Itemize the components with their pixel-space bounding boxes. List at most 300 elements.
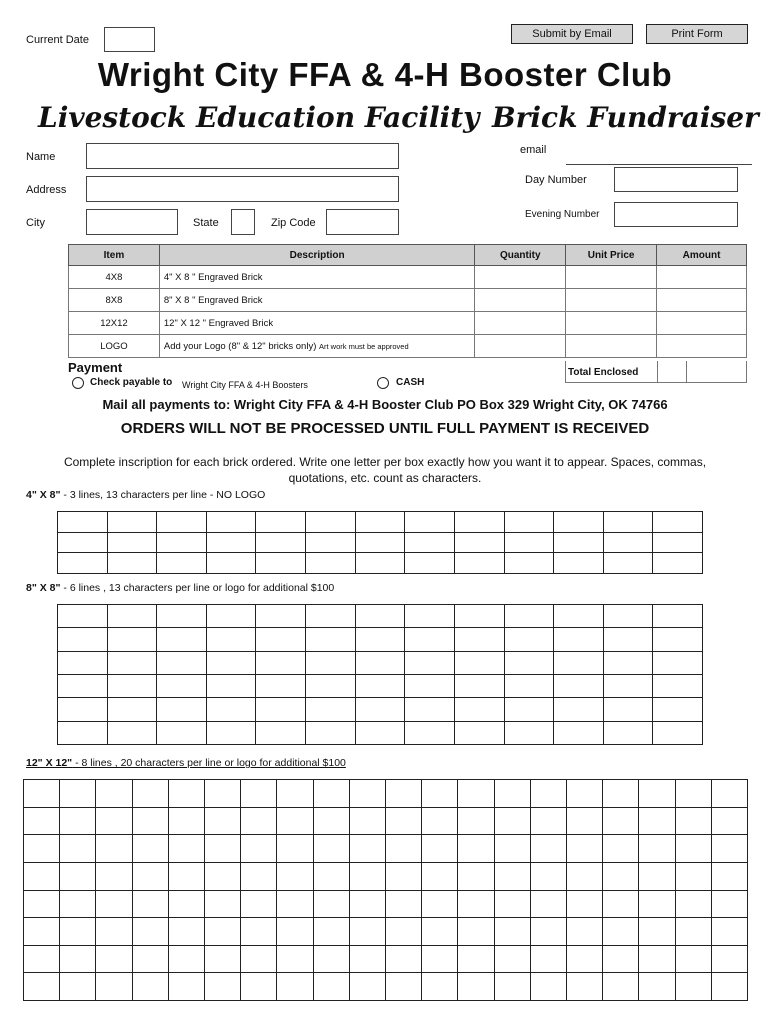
letter-box[interactable]: [157, 533, 207, 554]
letter-box[interactable]: [356, 605, 406, 628]
letter-box[interactable]: [386, 863, 422, 891]
letter-box[interactable]: [157, 605, 207, 628]
letter-box[interactable]: [306, 675, 356, 698]
letter-box[interactable]: [554, 698, 604, 721]
letter-box[interactable]: [712, 835, 748, 863]
letter-box[interactable]: [277, 835, 313, 863]
letter-box[interactable]: [554, 533, 604, 554]
letter-box[interactable]: [531, 835, 567, 863]
letter-box[interactable]: [531, 973, 567, 1001]
letter-box[interactable]: [169, 835, 205, 863]
letter-box[interactable]: [108, 512, 158, 533]
quantity-cell[interactable]: [475, 289, 566, 312]
letter-box[interactable]: [455, 553, 505, 574]
letter-box[interactable]: [639, 808, 675, 836]
letter-box[interactable]: [455, 652, 505, 675]
letter-box[interactable]: [256, 553, 306, 574]
letter-box[interactable]: [405, 652, 455, 675]
unit-price-cell[interactable]: [566, 312, 657, 335]
letter-box[interactable]: [58, 675, 108, 698]
letter-box[interactable]: [712, 946, 748, 974]
letter-box[interactable]: [157, 722, 207, 745]
letter-box[interactable]: [604, 605, 654, 628]
letter-box[interactable]: [422, 835, 458, 863]
letter-box[interactable]: [567, 973, 603, 1001]
letter-box[interactable]: [405, 628, 455, 651]
letter-box[interactable]: [653, 605, 703, 628]
letter-box[interactable]: [505, 698, 555, 721]
letter-box[interactable]: [356, 533, 406, 554]
letter-box[interactable]: [133, 863, 169, 891]
letter-box[interactable]: [603, 946, 639, 974]
letter-box[interactable]: [455, 722, 505, 745]
letter-box[interactable]: [531, 891, 567, 919]
letter-box[interactable]: [495, 808, 531, 836]
letter-box[interactable]: [458, 973, 494, 1001]
letter-box[interactable]: [58, 553, 108, 574]
letter-box[interactable]: [458, 918, 494, 946]
letter-box[interactable]: [676, 973, 712, 1001]
letter-box[interactable]: [58, 722, 108, 745]
address-input[interactable]: [86, 176, 399, 202]
state-input[interactable]: [231, 209, 255, 235]
letter-box[interactable]: [314, 973, 350, 1001]
letter-box[interactable]: [653, 675, 703, 698]
letter-box[interactable]: [96, 973, 132, 1001]
letter-box[interactable]: [256, 628, 306, 651]
letter-box[interactable]: [96, 863, 132, 891]
letter-box[interactable]: [205, 863, 241, 891]
letter-box[interactable]: [386, 946, 422, 974]
letter-box[interactable]: [133, 973, 169, 1001]
name-input[interactable]: [86, 143, 399, 169]
letter-box[interactable]: [157, 512, 207, 533]
letter-box[interactable]: [386, 891, 422, 919]
letter-box[interactable]: [306, 533, 356, 554]
letter-box[interactable]: [639, 835, 675, 863]
letter-box[interactable]: [169, 780, 205, 808]
letter-box[interactable]: [712, 973, 748, 1001]
letter-box[interactable]: [356, 722, 406, 745]
letter-box[interactable]: [422, 946, 458, 974]
letter-box[interactable]: [653, 512, 703, 533]
amount-cell[interactable]: [657, 312, 747, 335]
letter-box[interactable]: [241, 780, 277, 808]
letter-box[interactable]: [422, 973, 458, 1001]
letter-box[interactable]: [350, 835, 386, 863]
letter-box[interactable]: [133, 918, 169, 946]
letter-box[interactable]: [157, 652, 207, 675]
letter-box[interactable]: [108, 605, 158, 628]
letter-box[interactable]: [531, 946, 567, 974]
letter-box[interactable]: [256, 652, 306, 675]
letter-box[interactable]: [604, 652, 654, 675]
letter-box[interactable]: [169, 973, 205, 1001]
letter-box[interactable]: [495, 835, 531, 863]
letter-box[interactable]: [108, 533, 158, 554]
letter-box[interactable]: [356, 698, 406, 721]
letter-box[interactable]: [58, 605, 108, 628]
letter-box[interactable]: [157, 675, 207, 698]
letter-box[interactable]: [531, 808, 567, 836]
letter-box[interactable]: [350, 918, 386, 946]
submit-by-email-button[interactable]: Submit by Email: [511, 24, 633, 44]
letter-box[interactable]: [207, 628, 257, 651]
letter-box[interactable]: [306, 605, 356, 628]
letter-box[interactable]: [277, 918, 313, 946]
letter-box[interactable]: [108, 628, 158, 651]
letter-box[interactable]: [169, 946, 205, 974]
letter-box[interactable]: [422, 863, 458, 891]
letter-box[interactable]: [604, 698, 654, 721]
letter-box[interactable]: [24, 946, 60, 974]
letter-box[interactable]: [604, 533, 654, 554]
letter-box[interactable]: [567, 918, 603, 946]
letter-box[interactable]: [277, 891, 313, 919]
letter-box[interactable]: [386, 808, 422, 836]
letter-box[interactable]: [604, 675, 654, 698]
letter-box[interactable]: [604, 553, 654, 574]
letter-box[interactable]: [96, 918, 132, 946]
email-input[interactable]: [566, 146, 752, 165]
letter-box[interactable]: [712, 808, 748, 836]
letter-box[interactable]: [458, 835, 494, 863]
letter-box[interactable]: [133, 891, 169, 919]
letter-box[interactable]: [350, 780, 386, 808]
letter-box[interactable]: [604, 512, 654, 533]
city-input[interactable]: [86, 209, 178, 235]
letter-box[interactable]: [277, 808, 313, 836]
letter-box[interactable]: [133, 808, 169, 836]
letter-box[interactable]: [207, 675, 257, 698]
letter-box[interactable]: [306, 628, 356, 651]
letter-box[interactable]: [24, 808, 60, 836]
letter-box[interactable]: [241, 863, 277, 891]
letter-box[interactable]: [241, 891, 277, 919]
letter-box[interactable]: [314, 780, 350, 808]
letter-box[interactable]: [205, 973, 241, 1001]
letter-box[interactable]: [639, 863, 675, 891]
letter-box[interactable]: [554, 675, 604, 698]
unit-price-cell[interactable]: [566, 289, 657, 312]
letter-box[interactable]: [314, 808, 350, 836]
letter-box[interactable]: [256, 675, 306, 698]
letter-box[interactable]: [24, 835, 60, 863]
letter-box[interactable]: [554, 628, 604, 651]
letter-box[interactable]: [356, 675, 406, 698]
cash-radio[interactable]: [377, 377, 389, 389]
letter-box[interactable]: [505, 628, 555, 651]
letter-box[interactable]: [60, 918, 96, 946]
quantity-cell[interactable]: [475, 335, 566, 358]
letter-box[interactable]: [676, 946, 712, 974]
letter-box[interactable]: [207, 553, 257, 574]
letter-box[interactable]: [108, 553, 158, 574]
letter-box[interactable]: [458, 891, 494, 919]
total-input[interactable]: [688, 361, 750, 383]
letter-box[interactable]: [205, 780, 241, 808]
quantity-cell[interactable]: [475, 266, 566, 289]
letter-box[interactable]: [554, 553, 604, 574]
letter-box[interactable]: [604, 722, 654, 745]
letter-box[interactable]: [24, 863, 60, 891]
letter-box[interactable]: [422, 808, 458, 836]
letter-box[interactable]: [256, 512, 306, 533]
letter-box[interactable]: [531, 780, 567, 808]
letter-box[interactable]: [458, 780, 494, 808]
letter-box[interactable]: [405, 512, 455, 533]
letter-box[interactable]: [603, 835, 639, 863]
letter-box[interactable]: [207, 698, 257, 721]
letter-box[interactable]: [712, 891, 748, 919]
letter-box[interactable]: [157, 698, 207, 721]
grid-4x8[interactable]: [57, 511, 703, 574]
letter-box[interactable]: [356, 652, 406, 675]
letter-box[interactable]: [405, 698, 455, 721]
letter-box[interactable]: [256, 533, 306, 554]
letter-box[interactable]: [505, 512, 555, 533]
letter-box[interactable]: [157, 553, 207, 574]
letter-box[interactable]: [458, 863, 494, 891]
letter-box[interactable]: [567, 780, 603, 808]
letter-box[interactable]: [277, 973, 313, 1001]
letter-box[interactable]: [133, 946, 169, 974]
letter-box[interactable]: [653, 698, 703, 721]
letter-box[interactable]: [96, 946, 132, 974]
letter-box[interactable]: [60, 973, 96, 1001]
unit-price-cell[interactable]: [566, 266, 657, 289]
letter-box[interactable]: [60, 891, 96, 919]
letter-box[interactable]: [458, 808, 494, 836]
grid-12x12[interactable]: [23, 779, 748, 1001]
letter-box[interactable]: [277, 780, 313, 808]
letter-box[interactable]: [653, 652, 703, 675]
grid-8x8[interactable]: [57, 604, 703, 745]
letter-box[interactable]: [314, 863, 350, 891]
letter-box[interactable]: [458, 946, 494, 974]
letter-box[interactable]: [350, 863, 386, 891]
amount-cell[interactable]: [657, 335, 747, 358]
letter-box[interactable]: [676, 918, 712, 946]
evening-number-input[interactable]: [614, 202, 738, 227]
day-number-input[interactable]: [614, 167, 738, 192]
letter-box[interactable]: [567, 891, 603, 919]
letter-box[interactable]: [653, 722, 703, 745]
letter-box[interactable]: [554, 652, 604, 675]
letter-box[interactable]: [24, 973, 60, 1001]
letter-box[interactable]: [60, 808, 96, 836]
letter-box[interactable]: [603, 863, 639, 891]
letter-box[interactable]: [350, 973, 386, 1001]
letter-box[interactable]: [108, 652, 158, 675]
letter-box[interactable]: [241, 973, 277, 1001]
letter-box[interactable]: [60, 863, 96, 891]
letter-box[interactable]: [356, 553, 406, 574]
letter-box[interactable]: [405, 675, 455, 698]
letter-box[interactable]: [603, 808, 639, 836]
letter-box[interactable]: [567, 863, 603, 891]
zip-input[interactable]: [326, 209, 399, 235]
letter-box[interactable]: [350, 891, 386, 919]
letter-box[interactable]: [306, 698, 356, 721]
letter-box[interactable]: [676, 808, 712, 836]
letter-box[interactable]: [58, 652, 108, 675]
letter-box[interactable]: [603, 918, 639, 946]
letter-box[interactable]: [350, 808, 386, 836]
letter-box[interactable]: [256, 722, 306, 745]
letter-box[interactable]: [386, 973, 422, 1001]
letter-box[interactable]: [554, 605, 604, 628]
letter-box[interactable]: [676, 835, 712, 863]
letter-box[interactable]: [205, 808, 241, 836]
letter-box[interactable]: [58, 512, 108, 533]
letter-box[interactable]: [653, 533, 703, 554]
letter-box[interactable]: [495, 973, 531, 1001]
letter-box[interactable]: [405, 722, 455, 745]
letter-box[interactable]: [505, 722, 555, 745]
letter-box[interactable]: [207, 605, 257, 628]
letter-box[interactable]: [306, 722, 356, 745]
letter-box[interactable]: [712, 780, 748, 808]
letter-box[interactable]: [455, 675, 505, 698]
letter-box[interactable]: [241, 946, 277, 974]
letter-box[interactable]: [531, 863, 567, 891]
letter-box[interactable]: [205, 946, 241, 974]
letter-box[interactable]: [455, 698, 505, 721]
letter-box[interactable]: [169, 808, 205, 836]
letter-box[interactable]: [603, 891, 639, 919]
letter-box[interactable]: [205, 835, 241, 863]
letter-box[interactable]: [386, 835, 422, 863]
letter-box[interactable]: [277, 863, 313, 891]
letter-box[interactable]: [495, 946, 531, 974]
letter-box[interactable]: [554, 722, 604, 745]
letter-box[interactable]: [495, 891, 531, 919]
letter-box[interactable]: [505, 553, 555, 574]
letter-box[interactable]: [639, 918, 675, 946]
letter-box[interactable]: [169, 918, 205, 946]
letter-box[interactable]: [554, 512, 604, 533]
letter-box[interactable]: [207, 722, 257, 745]
letter-box[interactable]: [207, 512, 257, 533]
letter-box[interactable]: [639, 973, 675, 1001]
letter-box[interactable]: [676, 863, 712, 891]
letter-box[interactable]: [567, 835, 603, 863]
letter-box[interactable]: [24, 891, 60, 919]
check-radio[interactable]: [72, 377, 84, 389]
letter-box[interactable]: [207, 652, 257, 675]
letter-box[interactable]: [531, 918, 567, 946]
letter-box[interactable]: [356, 512, 406, 533]
letter-box[interactable]: [422, 780, 458, 808]
letter-box[interactable]: [60, 946, 96, 974]
letter-box[interactable]: [169, 891, 205, 919]
letter-box[interactable]: [567, 946, 603, 974]
amount-cell[interactable]: [657, 289, 747, 312]
letter-box[interactable]: [314, 946, 350, 974]
letter-box[interactable]: [96, 835, 132, 863]
letter-box[interactable]: [455, 533, 505, 554]
letter-box[interactable]: [58, 628, 108, 651]
letter-box[interactable]: [505, 533, 555, 554]
letter-box[interactable]: [405, 605, 455, 628]
letter-box[interactable]: [567, 808, 603, 836]
letter-box[interactable]: [241, 808, 277, 836]
letter-box[interactable]: [350, 946, 386, 974]
letter-box[interactable]: [356, 628, 406, 651]
quantity-cell[interactable]: [475, 312, 566, 335]
letter-box[interactable]: [386, 918, 422, 946]
letter-box[interactable]: [653, 553, 703, 574]
letter-box[interactable]: [455, 628, 505, 651]
letter-box[interactable]: [422, 918, 458, 946]
letter-box[interactable]: [133, 835, 169, 863]
letter-box[interactable]: [241, 835, 277, 863]
letter-box[interactable]: [495, 863, 531, 891]
letter-box[interactable]: [604, 628, 654, 651]
letter-box[interactable]: [386, 780, 422, 808]
letter-box[interactable]: [58, 698, 108, 721]
letter-box[interactable]: [96, 891, 132, 919]
letter-box[interactable]: [205, 918, 241, 946]
letter-box[interactable]: [676, 891, 712, 919]
letter-box[interactable]: [133, 780, 169, 808]
letter-box[interactable]: [256, 605, 306, 628]
letter-box[interactable]: [169, 863, 205, 891]
letter-box[interactable]: [405, 533, 455, 554]
letter-box[interactable]: [653, 628, 703, 651]
letter-box[interactable]: [306, 652, 356, 675]
letter-box[interactable]: [60, 780, 96, 808]
letter-box[interactable]: [256, 698, 306, 721]
letter-box[interactable]: [96, 780, 132, 808]
letter-box[interactable]: [306, 512, 356, 533]
letter-box[interactable]: [277, 946, 313, 974]
letter-box[interactable]: [505, 605, 555, 628]
letter-box[interactable]: [712, 918, 748, 946]
letter-box[interactable]: [314, 891, 350, 919]
letter-box[interactable]: [495, 780, 531, 808]
letter-box[interactable]: [108, 675, 158, 698]
letter-box[interactable]: [455, 512, 505, 533]
amount-cell[interactable]: [657, 266, 747, 289]
print-form-button[interactable]: Print Form: [646, 24, 748, 44]
letter-box[interactable]: [712, 863, 748, 891]
letter-box[interactable]: [639, 891, 675, 919]
letter-box[interactable]: [639, 780, 675, 808]
letter-box[interactable]: [108, 722, 158, 745]
letter-box[interactable]: [505, 675, 555, 698]
letter-box[interactable]: [495, 918, 531, 946]
letter-box[interactable]: [306, 553, 356, 574]
letter-box[interactable]: [58, 533, 108, 554]
letter-box[interactable]: [207, 533, 257, 554]
letter-box[interactable]: [60, 835, 96, 863]
letter-box[interactable]: [157, 628, 207, 651]
letter-box[interactable]: [603, 780, 639, 808]
letter-box[interactable]: [676, 780, 712, 808]
letter-box[interactable]: [108, 698, 158, 721]
letter-box[interactable]: [422, 891, 458, 919]
letter-box[interactable]: [405, 553, 455, 574]
letter-box[interactable]: [314, 918, 350, 946]
letter-box[interactable]: [455, 605, 505, 628]
letter-box[interactable]: [314, 835, 350, 863]
letter-box[interactable]: [205, 891, 241, 919]
letter-box[interactable]: [96, 808, 132, 836]
letter-box[interactable]: [24, 918, 60, 946]
unit-price-cell[interactable]: [566, 335, 657, 358]
